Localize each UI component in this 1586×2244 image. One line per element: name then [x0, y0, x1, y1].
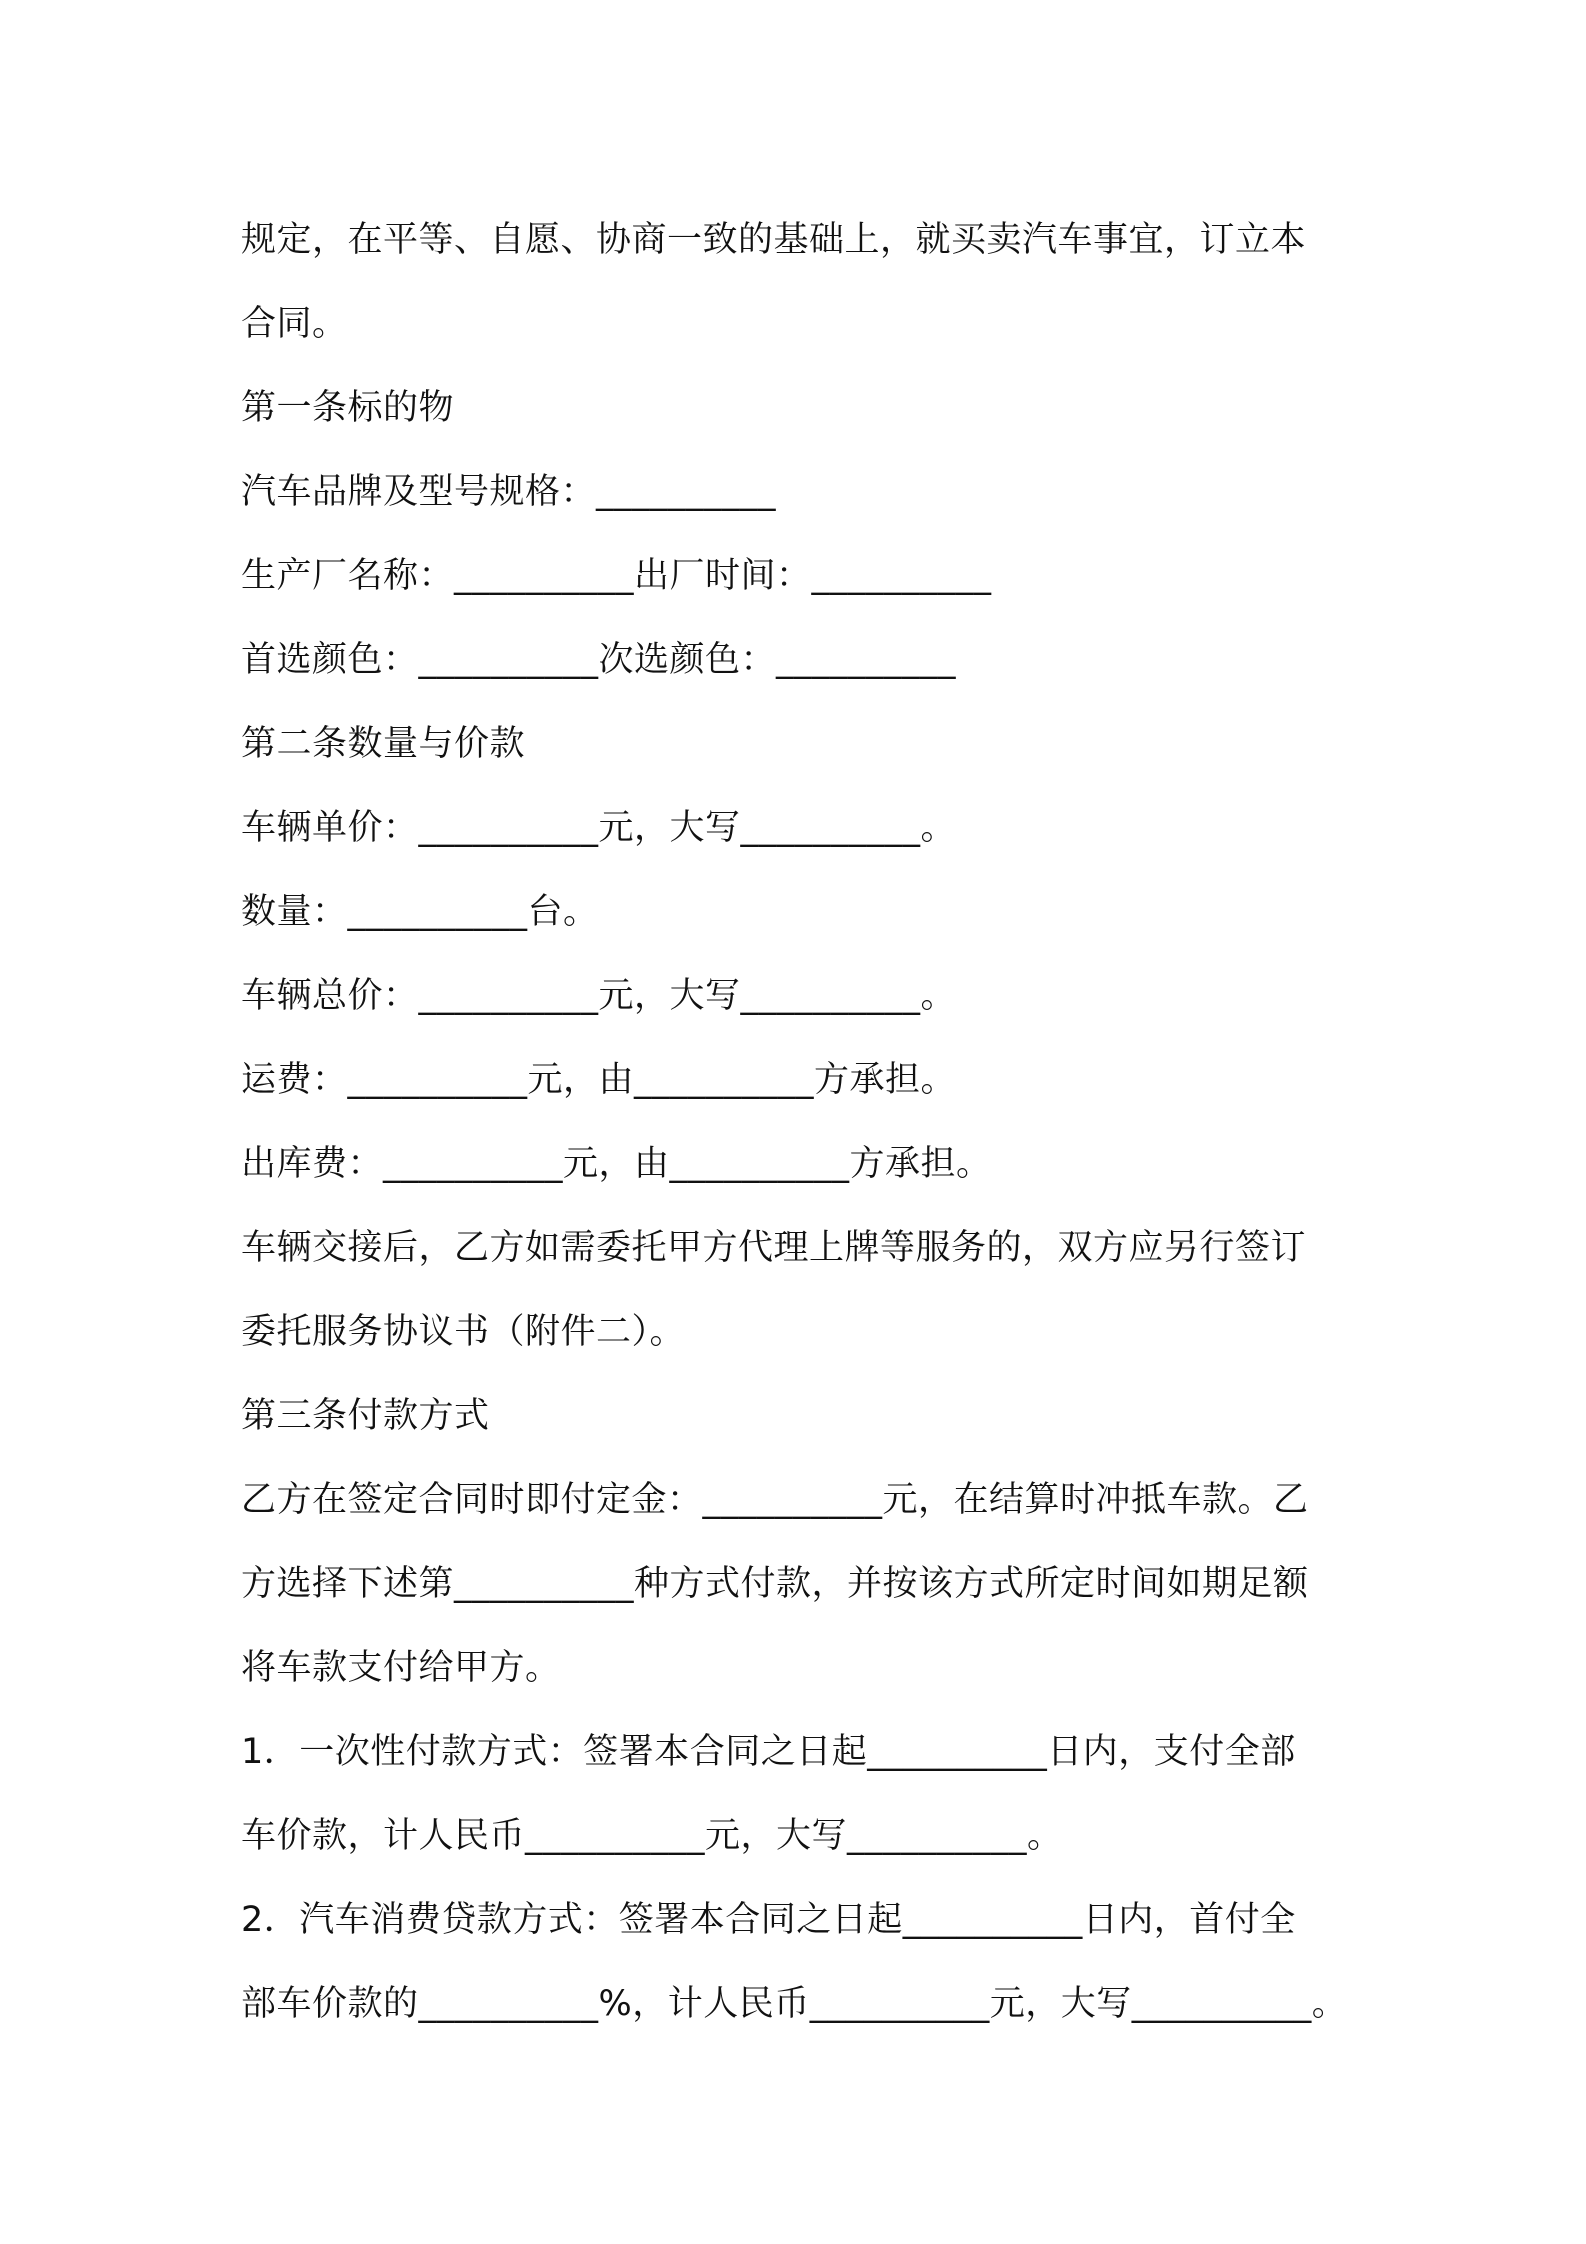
paragraph-line: 将车款支付给甲方。: [241, 1648, 561, 1688]
paragraph-line: 部车价款的__________%，计人民币__________元，大写__________。: [241, 1984, 1348, 2024]
form-field-line: 生产厂名称：__________出厂时间：__________: [241, 556, 992, 596]
paragraph-line: 1．一次性付款方式：签署本合同之日起__________日内，支付全部: [241, 1732, 1296, 1772]
form-field-line: 汽车品牌及型号规格：__________: [241, 472, 777, 512]
paragraph-line: 合同。: [241, 304, 348, 344]
paragraph-line: 规定，在平等、自愿、协商一致的基础上，就买卖汽车事宜，订立本: [241, 220, 1307, 260]
form-field-line: 车辆单价：__________元，大写__________。: [241, 808, 957, 848]
form-field-line: 首选颜色：__________次选颜色：__________: [241, 640, 957, 680]
paragraph-line: 方选择下述第__________种方式付款，并按该方式所定时间如期足额: [241, 1564, 1309, 1604]
paragraph-line: 车辆交接后，乙方如需委托甲方代理上牌等服务的，双方应另行签订: [241, 1228, 1307, 1268]
paragraph-line: 车价款，计人民币__________元，大写__________。: [241, 1816, 1063, 1856]
section-heading: 第一条标的物: [241, 388, 455, 428]
form-field-line: 出库费：__________元，由__________方承担。: [241, 1144, 992, 1184]
form-field-line: 运费：__________元，由__________方承担。: [241, 1060, 957, 1100]
paragraph-line: 委托服务协议书（附件二）。: [241, 1312, 686, 1352]
section-heading: 第三条付款方式: [241, 1396, 490, 1436]
form-field-line: 车辆总价：__________元，大写__________。: [241, 976, 957, 1016]
section-heading: 第二条数量与价款: [241, 724, 526, 764]
form-field-line: 数量：__________台。: [241, 892, 599, 932]
paragraph-line: 2．汽车消费贷款方式：签署本合同之日起__________日内，首付全: [241, 1900, 1296, 1940]
contract-text: [241, 198, 1351, 2046]
paragraph-line: 乙方在签定合同时即付定金：__________元，在结算时冲抵车款。乙: [241, 1480, 1309, 1520]
